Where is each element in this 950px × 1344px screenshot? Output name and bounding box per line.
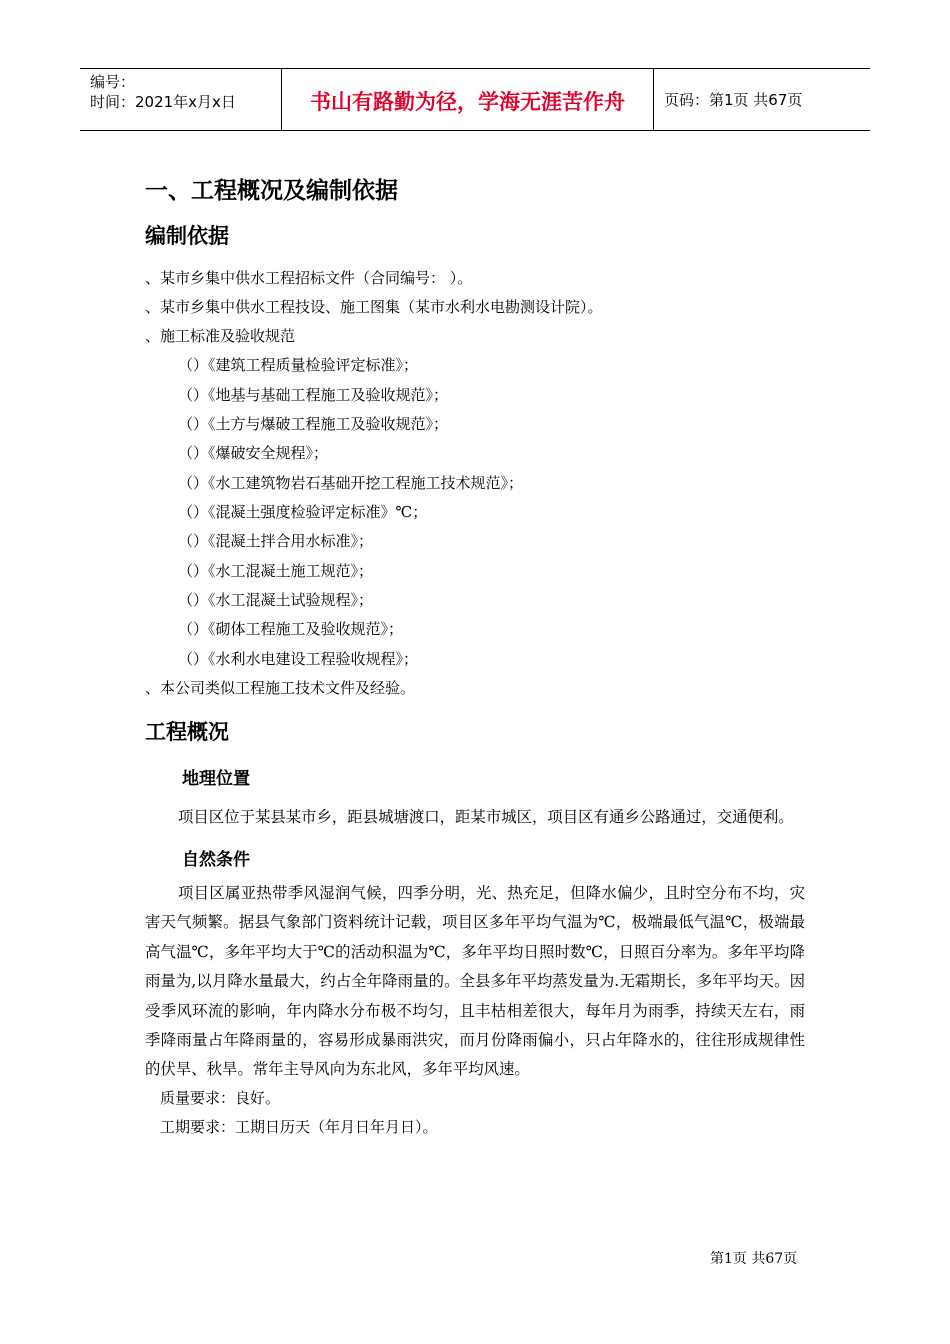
basis-item: 、施工标准及验收规范 [145,327,296,345]
header-page-info: 页码：第1页 共67页 [664,91,803,109]
basis-item: 、本公司类似工程施工技术文件及经验。 [145,679,416,697]
code-label: 编号： [90,73,136,91]
location-heading: 地理位置 [182,769,250,789]
standard-item: （）《建筑工程质量检验评定标准》； [178,356,419,374]
header-motto: 书山有路勤为径，学海无涯苦作舟 [310,90,625,114]
quality-requirement: 质量要求：良好。 [160,1089,281,1107]
page-header [80,68,870,131]
location-text: 项目区位于某县某市乡，距县城塘渡口，距某市城区，项目区有通乡公路通过，交通便利。 [178,808,794,826]
standard-item: （）《混凝土强度检验评定标准》℃； [178,503,428,521]
page-footer: 第1页 共67页 [710,1251,798,1267]
basis-heading: 编制依据 [145,224,229,248]
header-meta [90,72,236,112]
schedule-requirement: 工期要求：工期日历天（年月日年月日）。 [160,1118,438,1136]
standard-item: （）《水利水电建设工程验收规程》； [178,650,419,668]
overview-heading: 工程概况 [145,720,229,744]
header-divider [653,69,654,130]
basis-item: 、某市乡集中供水工程技设、施工图集（某市水利水电勘测设计院）。 [145,298,603,316]
standard-item: （）《混凝土拌合用水标准》； [178,532,374,550]
standard-item: （）《爆破安全规程》； [178,444,329,462]
standard-item: （）《水工建筑物岩石基础开挖工程施工技术规范》； [178,474,524,492]
standard-item: （）《水工混凝土试验规程》； [178,591,374,609]
nature-text: 项目区属亚热带季风湿润气候，四季分明，光、热充足，但降水偏少，且时空分布不均，灾害天气频繁。据县气象部门资料统计记载，项目区多年平均气温为℃，极端最低气温℃，极端最高气温℃，多年平均大于℃的活动积温为℃，多年平均日照时数℃，日照百分率为。多年平均降雨量为,以月降水量最大，约占全年降雨量的。全县多年平均蒸发量为.无霜期长，多年平均天。因受季风环流的影响，年内降水分布极不均匀，且丰枯相差很大，每年月为雨季，持续天左右，雨季降雨量占年降雨量的，容易形成暴雨洪灾，而月份降雨偏小，只占年降水的，往往形成规律性的伏旱、秋旱。常年主导风向为东北风，多年平均风速。 [145,884,805,1079]
standard-item: （）《土方与爆破工程施工及验收规范》； [178,415,449,433]
standard-item: （）《地基与基础工程施工及验收规范》； [178,386,449,404]
standard-item: （）《砌体工程施工及验收规范》； [178,620,404,638]
document-title: 一、工程概况及编制依据 [145,178,398,204]
basis-item: 、某市乡集中供水工程招标文件（合同编号： ）。 [145,269,473,287]
nature-heading: 自然条件 [182,850,250,870]
standard-item: （）《水工混凝土施工规范》； [178,562,374,580]
date-label: 时间：2021年x月x日 [90,93,236,111]
